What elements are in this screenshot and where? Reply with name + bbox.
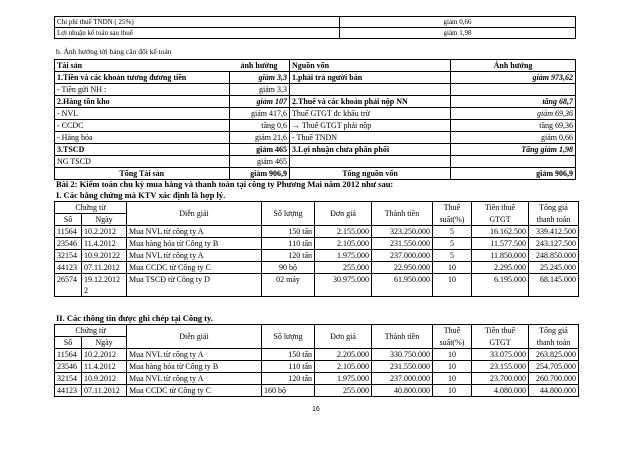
table-cell: 30.975.000 xyxy=(315,274,372,297)
table-cell: giảm 69,36 xyxy=(451,108,576,120)
table-cell: 10 xyxy=(433,385,472,397)
table-cell: 255.000 xyxy=(315,385,372,397)
table-cell: giảm 3,3 xyxy=(229,72,290,84)
table-cell: 11.4.2012 xyxy=(82,361,127,373)
table-cell: 2.155.000 xyxy=(315,226,372,238)
table-cell: 120 tấn xyxy=(262,373,315,385)
table-cell: - CCDC xyxy=(55,120,230,132)
col-header-voucher: Chứng từ xyxy=(55,202,127,214)
table-row xyxy=(55,238,579,250)
table-cell: 2.Hàng tồn kho xyxy=(55,96,230,108)
table-cell: 23.155.000 xyxy=(472,361,529,373)
table-cell: 2.295.000 xyxy=(472,262,529,274)
table-cell: tăng 69,36 xyxy=(451,120,576,132)
col-header: Đơn giá xyxy=(315,202,372,226)
table-cell: 1.975.000 xyxy=(315,250,372,262)
table-cell: 263.825.000 xyxy=(529,349,579,361)
table-cell: tăng 68,7 xyxy=(451,96,576,108)
table-row xyxy=(55,132,576,144)
table-cell: 3.Lợi nhuận chưa phân phối xyxy=(290,144,451,156)
table-cell: 11564 xyxy=(55,349,82,361)
table-cell: NG TSCD xyxy=(55,156,230,168)
table-cell: - Tiền gửi NH : xyxy=(55,84,230,96)
table-cell: 323.250.000 xyxy=(372,226,433,238)
col-header: Đơn giá xyxy=(315,325,372,349)
table-cell: 07.11.2012 xyxy=(82,262,127,274)
col-header: thanh toán xyxy=(529,337,579,349)
table-row xyxy=(55,120,576,132)
table-cell: 2.105.000 xyxy=(315,361,372,373)
table-cell: 10.2.2012 xyxy=(82,349,127,361)
table-cell: 110 tấn xyxy=(262,361,315,373)
col-header: Nguồn vốn xyxy=(290,60,451,72)
table-cell: Mua CCDC từ Công ty C xyxy=(127,262,262,274)
table-cell: 25.245.000 xyxy=(529,262,579,274)
table-cell xyxy=(451,156,576,168)
table-cell: Mua TSCĐ từ Công ty D xyxy=(127,274,262,297)
table-cell: 3.TSCD xyxy=(55,144,230,156)
table-cell: 32154 xyxy=(55,373,82,385)
col-header: Tổng giá xyxy=(529,202,579,214)
col-header: Diễn giải xyxy=(127,325,262,349)
col-header: thanh toán xyxy=(529,214,579,226)
table-cell: 5 xyxy=(433,238,472,250)
table-header-row xyxy=(55,325,579,337)
table-cell: 07.11.2012 xyxy=(82,385,127,397)
table-cell: 10.2.2012 xyxy=(82,226,127,238)
table-cell xyxy=(290,84,451,96)
table-cell: giảm 465 xyxy=(229,144,290,156)
table-row xyxy=(55,274,579,297)
table-cell: giảm 973,62 xyxy=(451,72,576,84)
table-row xyxy=(55,349,579,361)
table-row xyxy=(55,262,579,274)
table-cell: 243.127.500 xyxy=(529,238,579,250)
table-cell: 10 xyxy=(433,274,472,297)
col-header: Thuế xyxy=(433,202,472,214)
table-cell: 68.145.000 xyxy=(529,274,579,297)
table-cell: Mua CCDC từ Công ty C xyxy=(127,385,262,397)
table-cell: 11.4.2012 xyxy=(82,238,127,250)
table-cell: 10 xyxy=(433,373,472,385)
date-text-wrap: 2 xyxy=(84,286,88,295)
table-cell: Lợi nhuận kế toán sau thuế xyxy=(55,28,340,39)
table-cell: Thuế GTGT đc khấu trừ xyxy=(290,108,451,120)
table-row xyxy=(55,108,576,120)
table-total-row xyxy=(55,168,576,180)
table-row xyxy=(55,17,576,28)
col-header: suất(%) xyxy=(433,214,472,226)
table-cell: giảm 107 xyxy=(229,96,290,108)
table-cell: giảm 0,66 xyxy=(340,17,576,28)
table-cell: giảm 3,3 xyxy=(229,84,290,96)
col-header: suất(%) xyxy=(433,337,472,349)
col-header: Số lượng xyxy=(262,325,315,349)
table-cell: 23546 xyxy=(55,238,82,250)
table-cell: 23546 xyxy=(55,361,82,373)
table-cell: - NVL xyxy=(55,108,230,120)
recorded-info-table xyxy=(54,324,579,397)
col-header: Tài sản xyxy=(55,60,230,72)
table-row xyxy=(55,96,576,108)
balance-sheet-table xyxy=(54,59,576,180)
table-cell: 11564 xyxy=(55,226,82,238)
table-row xyxy=(55,28,576,39)
table-cell: 2.105.000 xyxy=(315,238,372,250)
table-cell xyxy=(451,84,576,96)
col-header: Tiền thuế xyxy=(472,325,529,337)
table-cell: 23.700.000 xyxy=(472,373,529,385)
table-cell xyxy=(290,156,451,168)
table-cell: 5 xyxy=(433,250,472,262)
table-cell: Tăng giảm 1,98 xyxy=(451,144,576,156)
col-header: Thành tiền xyxy=(372,202,433,226)
table-cell: giảm 465 xyxy=(229,156,290,168)
col-header: Tiền thuế xyxy=(472,202,529,214)
table-cell: 44123 xyxy=(55,385,82,397)
table-cell: 339.412.500 xyxy=(529,226,579,238)
table-cell: → Thuế GTGT phải nộp xyxy=(290,120,451,132)
tax-summary-table xyxy=(54,16,576,39)
col-header: Thuế xyxy=(433,325,472,337)
col-header: Số lượng xyxy=(262,202,315,226)
table-cell: giảm 417,6 xyxy=(229,108,290,120)
col-header: GTGT xyxy=(472,214,529,226)
table-cell: 1.Tiền và các khoản tương đương tiền xyxy=(55,72,230,84)
table-cell: Tổng nguồn vốn xyxy=(290,168,451,180)
section-b-title: b. Ảnh hưởng tới bảng cân đối kế toán xyxy=(56,47,172,56)
table-cell: 5 xyxy=(433,226,472,238)
table-cell: 10 xyxy=(433,349,472,361)
table-header-row xyxy=(55,60,576,72)
valid-evidence-table xyxy=(54,201,579,297)
table-cell: - Thuế TNDN xyxy=(290,132,451,144)
table-cell: Mua hàng hóa từ Công ty B xyxy=(127,238,262,250)
table-cell: 150 tấn xyxy=(262,349,315,361)
table-cell: 10 xyxy=(433,361,472,373)
table-row xyxy=(55,226,579,238)
table-cell: 260.700.000 xyxy=(529,373,579,385)
table-row xyxy=(55,373,579,385)
table-row xyxy=(55,84,576,96)
table-cell: Mua NVL từ công ty A xyxy=(127,373,262,385)
table-cell: 1.phải trả người bán xyxy=(290,72,451,84)
date-text: 19.12.2012 xyxy=(84,275,120,284)
table-cell: 90 bộ xyxy=(262,262,315,274)
table-row xyxy=(55,156,576,168)
table-cell: giảm 1,98 xyxy=(340,28,576,39)
table-cell: 44123 xyxy=(55,262,82,274)
col-header: GTGT xyxy=(472,337,529,349)
exercise-title: Bài 2: Kiểm toán chu kỳ mua hàng và thanh toán tại công ty Phương Mai năm 2012 như sau: xyxy=(56,179,394,189)
table-row xyxy=(55,144,576,156)
table-cell: 231.550.000 xyxy=(372,361,433,373)
table-cell: - Hàng hóa xyxy=(55,132,230,144)
table-cell: 33.075.000 xyxy=(472,349,529,361)
section-i-title: I. Các bằng chứng mà KTV xác định là hợp lý. xyxy=(56,190,226,200)
table-cell: tăng 0,6 xyxy=(229,120,290,132)
table-cell: 150 tấn xyxy=(262,226,315,238)
table-cell: 02 máy xyxy=(262,274,315,297)
table-cell: giảm 906,9 xyxy=(229,168,290,180)
table-cell: Mua NVL từ công ty A xyxy=(127,250,262,262)
table-cell: giảm 906,9 xyxy=(451,168,576,180)
table-cell: 11.577.500 xyxy=(472,238,529,250)
table-cell: 61.950.000 xyxy=(372,274,433,297)
table-cell: 10.9.2012 xyxy=(82,373,127,385)
table-cell: 120 tấn xyxy=(262,250,315,262)
table-cell: 254.705.000 xyxy=(529,361,579,373)
table-cell: 32154 xyxy=(55,250,82,262)
table-cell: 160 bộ xyxy=(262,385,315,397)
table-row xyxy=(55,250,579,262)
col-header: Tổng giá xyxy=(529,325,579,337)
page-number: 16 xyxy=(312,406,320,413)
table-row xyxy=(55,72,576,84)
table-cell: Tổng Tài sản xyxy=(55,168,230,180)
table-cell: 10.9.20122 xyxy=(82,250,127,262)
table-cell: 4.080.000 xyxy=(472,385,529,397)
col-header: Ngày xyxy=(82,337,127,349)
table-cell: 237.000.000 xyxy=(372,250,433,262)
table-cell: 237.000.000 xyxy=(372,373,433,385)
col-header: Ảnh hưởng xyxy=(451,60,576,72)
col-header: ảnh hưởng xyxy=(229,60,290,72)
table-cell: 22.950.000 xyxy=(372,262,433,274)
col-header: Diễn giải xyxy=(127,202,262,226)
table-cell: 40.800.000 xyxy=(372,385,433,397)
col-header: Số xyxy=(55,214,82,226)
table-cell: 2.Thuế và các khoản phải nộp NN xyxy=(290,96,451,108)
table-cell: 11.850.000 xyxy=(472,250,529,262)
table-cell xyxy=(82,274,127,297)
table-cell: Mua hàng hóa từ Công ty B xyxy=(127,361,262,373)
col-header: Thành tiền xyxy=(372,325,433,349)
table-cell: 26574 xyxy=(55,274,82,297)
table-row xyxy=(55,361,579,373)
table-cell: 255.000 xyxy=(315,262,372,274)
table-row xyxy=(55,385,579,397)
table-cell: 2.205.000 xyxy=(315,349,372,361)
table-cell: 44.800.000 xyxy=(529,385,579,397)
table-cell: Mua NVL từ công ty A xyxy=(127,349,262,361)
table-cell: Mua NVL từ công ty A xyxy=(127,226,262,238)
table-cell: 248.850.000 xyxy=(529,250,579,262)
table-cell: 6.195.000 xyxy=(472,274,529,297)
col-header-voucher: Chứng từ xyxy=(55,325,127,337)
table-cell: Chi phí thuế TNDN ( 25%) xyxy=(55,17,340,28)
table-cell: 10 xyxy=(433,262,472,274)
table-cell: giảm 0,66 xyxy=(451,132,576,144)
table-cell: giảm 21,6 xyxy=(229,132,290,144)
table-cell: 330.750.000 xyxy=(372,349,433,361)
col-header: Ngày xyxy=(82,214,127,226)
table-header-row xyxy=(55,202,579,214)
section-ii-title: II. Các thông tin được ghi chép tại Công ty. xyxy=(56,313,213,323)
table-cell: 110 tấn xyxy=(262,238,315,250)
col-header: Số xyxy=(55,337,82,349)
table-cell: 231.550.000 xyxy=(372,238,433,250)
table-cell: 1.975.000 xyxy=(315,373,372,385)
table-cell: 16.162.500 xyxy=(472,226,529,238)
